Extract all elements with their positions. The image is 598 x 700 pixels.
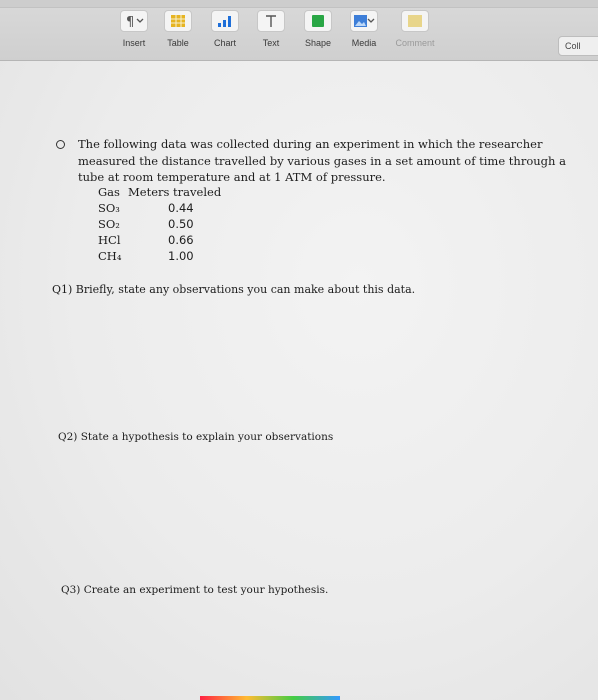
toolbar <box>0 0 598 61</box>
table-row <box>98 216 248 232</box>
meters-value: 1.00 <box>168 249 194 263</box>
insert-label: Insert <box>122 38 146 48</box>
text-button[interactable] <box>247 10 295 54</box>
media-icon <box>350 10 378 32</box>
gas-data-table <box>98 184 248 264</box>
gas-name: SO₃ <box>98 201 120 215</box>
table-header-meters: Meters traveled <box>128 185 222 199</box>
question-1: Q1) Briefly, state any observations you can make about this data. <box>52 283 416 296</box>
media-button[interactable] <box>340 10 388 54</box>
comment-button[interactable] <box>391 10 439 54</box>
media-label: Media <box>351 38 377 48</box>
meters-value: 0.44 <box>168 201 194 215</box>
insert-button[interactable] <box>110 10 158 54</box>
chart-label: Chart <box>213 38 236 48</box>
gas-name: SO₂ <box>98 217 120 231</box>
document-body <box>0 61 598 700</box>
meters-value: 0.66 <box>168 233 194 247</box>
window-title-strip <box>0 0 598 8</box>
comment-label: Comment <box>395 38 435 48</box>
dock-edge <box>200 696 340 700</box>
paragraph-icon <box>120 10 148 32</box>
chart-button[interactable] <box>201 10 249 54</box>
table-label: Table <box>167 38 189 48</box>
table-header-gas: Gas <box>98 185 120 199</box>
shape-icon <box>304 10 332 32</box>
shape-button[interactable] <box>294 10 342 54</box>
gas-name: CH₄ <box>98 249 122 263</box>
table-icon <box>164 10 192 32</box>
table-header-row <box>98 184 248 200</box>
svg-text:¶: ¶ <box>126 15 135 28</box>
text-icon <box>257 10 285 32</box>
question-3: Q3) Create an experiment to test your hypothesis. <box>61 584 329 596</box>
comment-icon <box>401 10 429 32</box>
bar-chart-icon <box>211 10 239 32</box>
table-row <box>98 248 248 264</box>
table-button[interactable] <box>154 10 202 54</box>
document-page[interactable] <box>0 61 598 700</box>
question-2: Q2) State a hypothesis to explain your observations <box>58 431 334 443</box>
text-label: Text <box>262 38 280 48</box>
gas-name: HCl <box>98 233 121 247</box>
bullet-circle-icon <box>56 140 65 149</box>
table-row <box>98 200 248 216</box>
shape-label: Shape <box>304 38 332 48</box>
intro-paragraph: The following data was collected during an experiment in which the researcher measured the distance travelled by various gases in a set amount of time through a tube at room temperature and at 1 ATM of pressure. <box>78 137 566 184</box>
collaborate-button[interactable]: Coll <box>558 36 598 56</box>
meters-value: 0.50 <box>168 217 194 231</box>
table-row <box>98 232 248 248</box>
